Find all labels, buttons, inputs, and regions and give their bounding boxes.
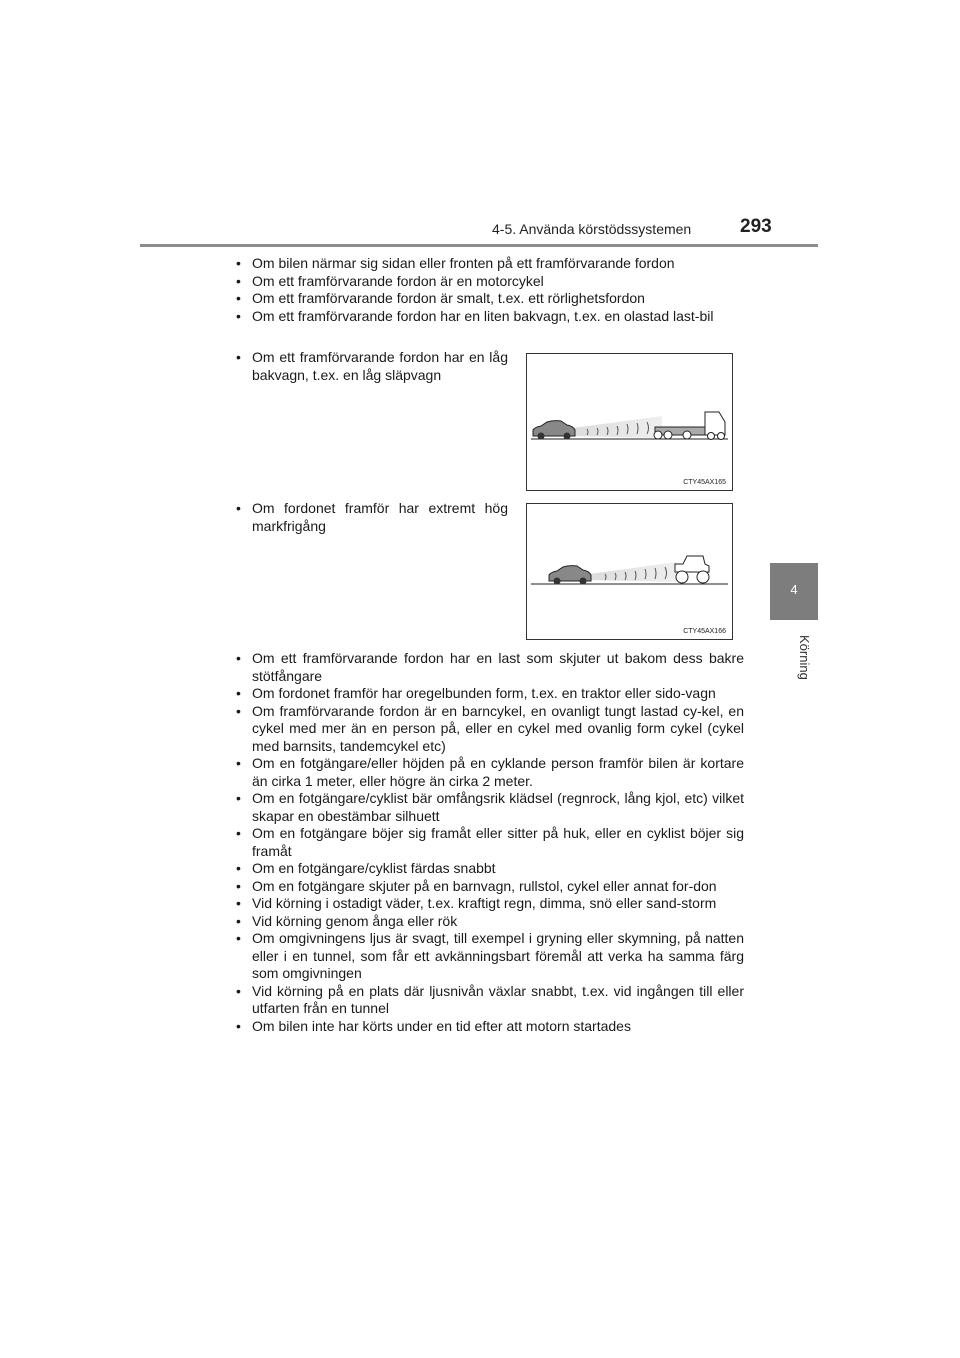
car-icon	[533, 421, 575, 440]
chapter-tab	[770, 563, 818, 620]
list-item: • Om bilen inte har körts under en tid efter att motorn startades	[236, 1018, 744, 1036]
high-clearance-vehicle-icon	[675, 556, 709, 583]
list-item: • Om bilen närmar sig sidan eller fronten på ett framförvarande fordon	[236, 255, 744, 273]
list-item: • Om ett framförvarande fordon är en motorcykel	[236, 273, 744, 291]
list-item: • Vid körning i ostadigt väder, t.ex. kraftigt regn, dimma, snö eller sand-storm	[236, 895, 744, 913]
section-title: 4-5. Använda körstödssystemen	[492, 221, 692, 237]
list-item: • Om fordonet framför har extremt hög markfrigång	[236, 500, 508, 535]
list-item: • Om en fotgängare/cyklist färdas snabbt	[236, 860, 744, 878]
illustration-high-clearance	[526, 503, 733, 640]
list-item: • Vid körning på en plats där ljusnivån växlar snabbt, t.ex. vid ingången till eller utfarten från en tunnel	[236, 983, 744, 1018]
list-item: • Om framförvarande fordon är en barncykel, en ovanligt tungt lastad cy-kel, en cykel med mer än en person på, eller en cykel med ovanlig form cykel (cykel med barnsits, tandemcykel etc)	[236, 703, 744, 756]
bullet-list-figure-2	[236, 500, 508, 535]
illustration-low-trailer	[526, 353, 733, 491]
list-item: • Vid körning genom ånga eller rök	[236, 913, 744, 931]
car-icon	[549, 566, 591, 585]
list-item: • Om fordonet framför har oregelbunden form, t.ex. en traktor eller sido-vagn	[236, 685, 744, 703]
truck-with-low-trailer-icon	[654, 412, 725, 440]
list-item: • Om en fotgängare/eller höjden på en cyklande person framför bilen är kortare än cirka 1 meter, eller högre än cirka 2 meter.	[236, 755, 744, 790]
list-item: • Om ett framförvarande fordon har en liten bakvagn, t.ex. en olastad last-bil	[236, 308, 744, 326]
list-item: • Om omgivningens ljus är svagt, till exempel i gryning eller skymning, på natten eller i en tunnel, som får ett avkänningsbart föremål att verka ha samma färg som omgivningen	[236, 930, 744, 983]
list-item: • Om ett framförvarande fordon är smalt, t.ex. ett rörlighetsfordon	[236, 290, 744, 308]
bullet-list-figure-1	[236, 349, 508, 384]
list-item: • Om en fotgängare skjuter på en barnvagn, rullstol, cykel eller annat for-don	[236, 878, 744, 896]
list-item: • Om en fotgängare böjer sig framåt eller sitter på huk, eller en cyklist böjer sig framåt	[236, 825, 744, 860]
list-item: • Om en fotgängare/cyklist bär omfångsrik klädsel (regnrock, lång kjol, etc) vilket skapar en obestämbar silhuett	[236, 790, 744, 825]
list-item: • Om ett framförvarande fordon har en låg bakvagn, t.ex. en låg släpvagn	[236, 349, 508, 384]
low-trailer-diagram	[527, 354, 732, 490]
high-clearance-diagram	[527, 504, 732, 639]
figure-code: CTY45AX166	[683, 628, 726, 635]
bullet-list-top	[236, 255, 744, 325]
page-header	[0, 0, 960, 250]
header-divider	[140, 244, 818, 247]
bullet-list-bottom	[236, 650, 744, 1035]
list-item: • Om ett framförvarande fordon har en last som skjuter ut bakom dess bakre stötfångare	[236, 650, 744, 685]
page-number: 293	[740, 216, 772, 237]
chapter-label: Körning	[797, 635, 812, 680]
figure-code: CTY45AX165	[683, 479, 726, 486]
chapter-number: 4	[790, 582, 798, 597]
